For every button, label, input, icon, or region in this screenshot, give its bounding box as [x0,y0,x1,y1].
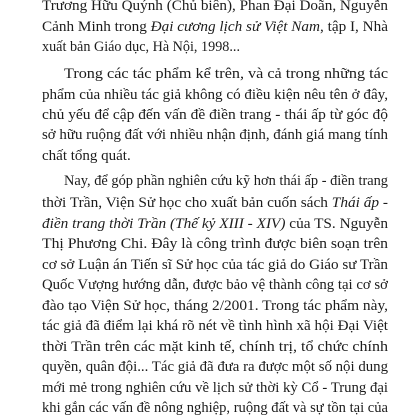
text-line [42,275,388,295]
text-line [64,171,388,191]
text-line-content [42,296,388,316]
text-segment: sở hữu ruộng đất với nhiều nhận định, đánh giá mang tính [42,127,389,143]
text-line-content [42,37,240,57]
text-segment: tác giả đã điểm lại khá rõ nét về tình hình xã hội Đại Việt [42,318,389,334]
text-segment: quyền, quân đội... Tác giả đã đưa ra được một số nội dung [42,359,389,375]
text-line-content [42,357,388,377]
italic-title-text: điền trang thời Trần (Thế kỷ XIII - XIV) [42,216,286,232]
text-line [42,378,388,398]
text-line [64,64,388,84]
text-segment: , tập I, Nhà [319,19,389,35]
text-segment: thời Trần, Viện Sử học cho xuất bản cuốn sách [42,195,332,211]
text-segment: Quốc Vượng hướng dẫn, được bảo vệ thành công tại cơ sở [42,277,388,293]
text-line-content [42,378,388,398]
text-line-content [42,214,388,234]
text-line-content [42,255,388,275]
text-segment: chất tổng quát. [42,148,131,164]
text-segment: Cảnh Minh trong [42,19,151,35]
text-line-content [42,0,388,16]
text-segment: phẩm của nhiều tác giả không có điều kiện nêu tên ở đây, [42,87,389,103]
text-segment: khi gắn các vấn đề nông nghiệp, ruộng đất và sự tồn tại của [42,400,389,416]
text-line [42,37,240,57]
italic-title-text: Thái ấp - [331,195,389,211]
text-line-content [42,193,388,213]
text-line-content [42,146,131,166]
text-line [42,214,388,234]
text-segment: Nay, để góp phần nghiên cứu kỹ hơn thái ấp - điền trang [64,173,388,189]
text-segment: chủ yếu để cập đến vấn đề điền trang - thái ấp từ góc độ [42,107,388,123]
text-segment: Trong các tác phẩm kể trên, và cả trong những tác [64,66,389,82]
text-line [42,146,160,166]
text-line [42,255,388,275]
text-line [42,0,388,16]
italic-title-text: Đại cương lịch sử Việt Nam [150,19,320,35]
text-segment: thời Trần trên các mặt kinh tế, chính trị, tổ chức chính [42,339,388,355]
text-line [42,125,388,145]
text-line-content [42,105,388,125]
text-segment: đào tạo Viện Sử học, tháng 2/2001. Trong tác phẩm này, [42,298,389,314]
text-segment: cơ sở Luận án Tiến sĩ Sử học của tác giả do Giáo sư Trần [42,257,388,273]
text-line-content [64,64,388,84]
text-line-content [42,125,388,145]
text-segment: của TS. Nguyễn [285,216,388,232]
text-line [42,193,388,213]
text-line [42,357,388,377]
text-line [42,17,388,37]
text-line [42,398,388,418]
text-line [42,296,388,316]
text-line [42,105,388,125]
text-line [42,234,388,254]
text-line [42,85,388,105]
text-line-content [42,85,388,105]
text-line-content [42,337,388,357]
text-line-content [42,275,388,295]
text-line-content [42,316,388,336]
text-line [42,316,388,336]
text-segment: mới mẻ trong nghiên cứu về lịch sử thời kỳ Cổ - Trung đại [42,380,388,396]
text-line-content [42,17,388,37]
text-line-content [42,398,388,418]
text-segment: xuất bản Giáo dục, Hà Nội, 1998... [42,39,241,55]
text-line-content [42,234,388,254]
text-line [42,337,388,357]
text-segment: Trương Hữu Quýnh (Chủ biên), Phan Đại Doãn, Nguyễn [42,0,388,14]
text-line-content [64,171,388,191]
text-segment: Thị Phương Chi. Đây là công trình được biên soạn trên [42,236,389,252]
